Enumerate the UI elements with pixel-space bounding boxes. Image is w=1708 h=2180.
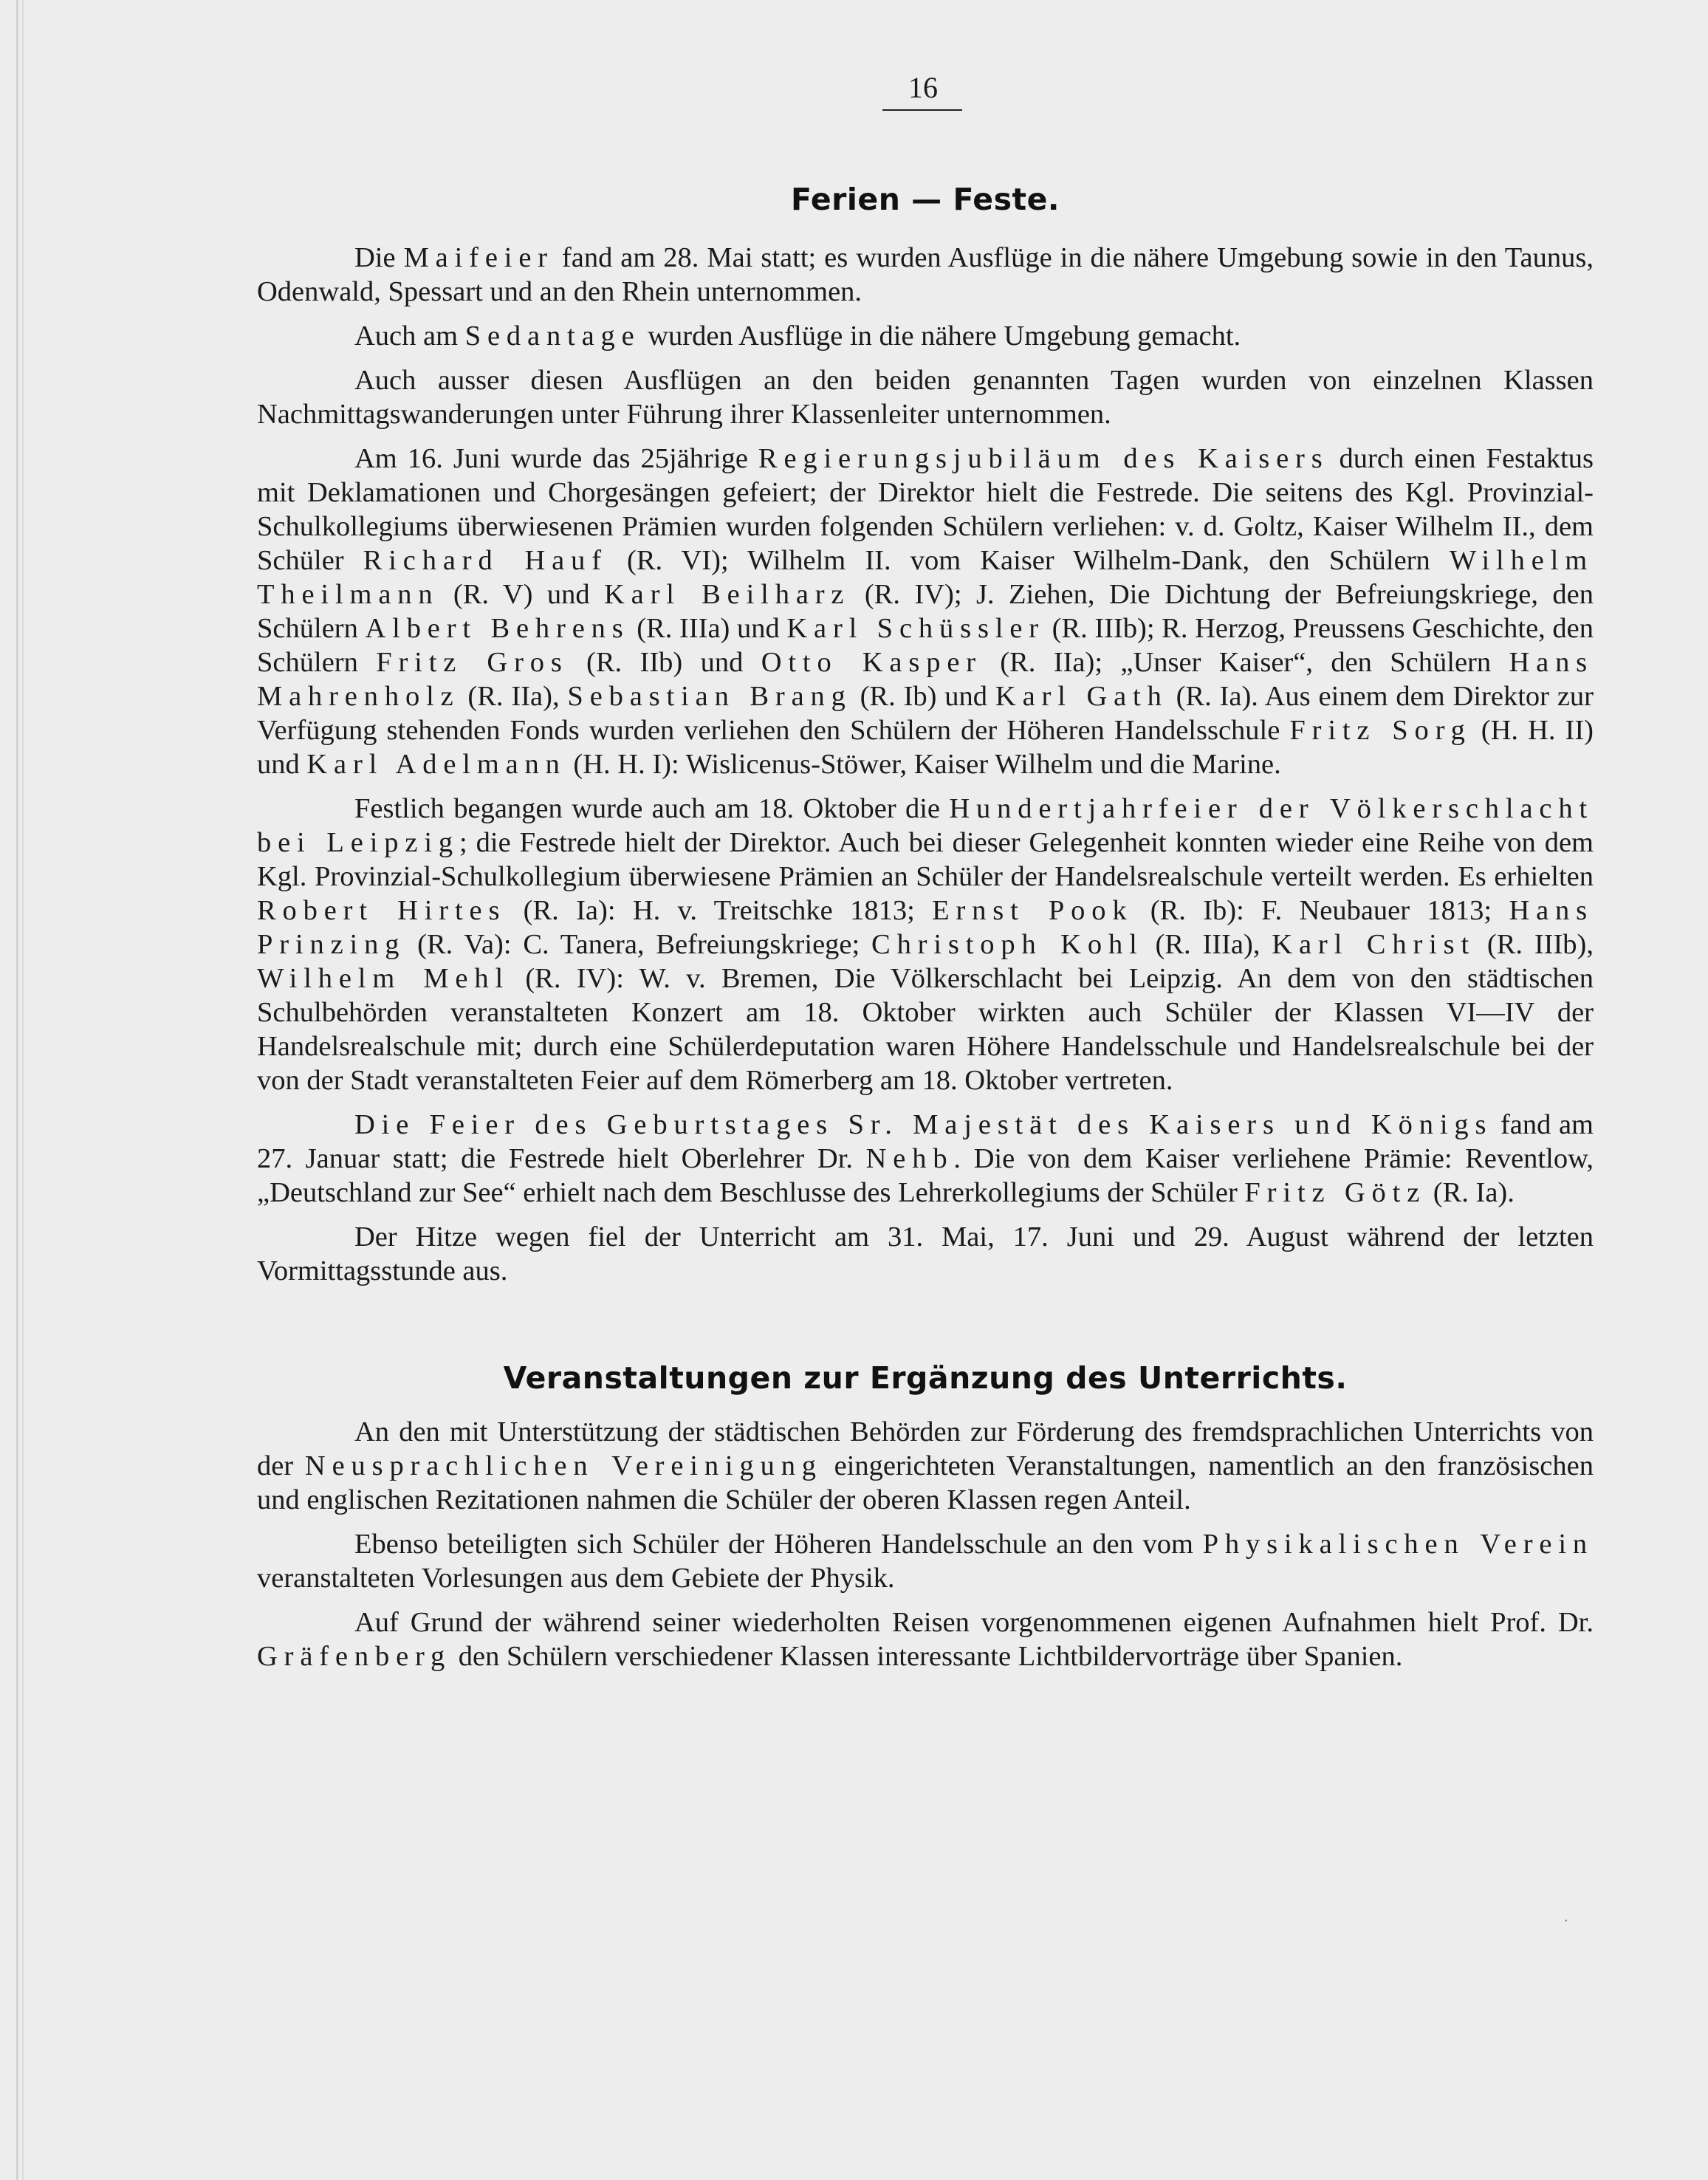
paragraph-physikalischer-verein bbox=[257, 1527, 1594, 1595]
text-run: An den mit Unterstützung der städtischen Behörden zur Förderung des fremdsprachlichen Unterrichts von der bbox=[257, 1416, 1594, 1481]
page-content bbox=[257, 177, 1594, 1684]
text-run: (H. H. II) und bbox=[257, 715, 1594, 780]
teacher-name: Gräfenberg bbox=[257, 1641, 452, 1672]
page-binding-edge bbox=[16, 0, 18, 2180]
paragraph-kaisergeburtstag bbox=[257, 1108, 1594, 1210]
text-run: (R. Ia). Aus einem dem Direktor zur Verfügung stehenden Fonds wurden verliehen den Schülern der Höheren Handelsschule bbox=[257, 681, 1594, 746]
text-run: (R. Ib) und bbox=[851, 681, 995, 712]
text-run: (R. Va): C. Tanera, Befreiungskriege; bbox=[405, 929, 872, 960]
student-name: Richard Hauf bbox=[363, 545, 608, 576]
text-run: (R. Ia): H. v. Treitschke 1813; bbox=[506, 895, 933, 926]
student-name: Karl Gath bbox=[995, 681, 1168, 712]
spaced-emphasis: Die Feier des Geburtstages Sr. Majestät des Kaisers und Königs bbox=[354, 1109, 1493, 1140]
text-run: Festlich begangen wurde auch am 18. Oktober die bbox=[354, 793, 950, 824]
text-run: (R. IV); J. Ziehen, Die Dichtung der Befreiungskriege, den Schülern bbox=[257, 579, 1594, 644]
text-run: fand am 28. Mai statt; es wurden Ausflüge in die nähere Umgebung sowie in den Taunus, Odenwald, Spessart und an den Rhein unternommen. bbox=[257, 242, 1594, 307]
student-name: Hans Prinzing bbox=[257, 895, 1594, 960]
spaced-emphasis: Maifeier bbox=[403, 242, 554, 273]
student-name: Wilhelm Mehl bbox=[257, 963, 510, 994]
text-run: . Die von dem Kaiser verliehene Prämie: Reventlow, „Deutschland zur See“ erhielt nach dem Beschlusse des Lehrerkollegiums der Schüler bbox=[257, 1143, 1594, 1208]
text-run: Ebenso beteiligten sich Schüler der Höheren Handelsschule an den vom bbox=[354, 1529, 1203, 1560]
text-run: Auch ausser diesen Ausflügen an den beiden genannten Tagen wurden von einzelnen Klassen Nachmittagswanderungen unter Führung ihrer Klassenleiter unternommen. bbox=[257, 365, 1594, 430]
text-run: (R. VI); Wilhelm II. vom Kaiser Wilhelm-Dank, den Schülern bbox=[607, 545, 1450, 576]
paragraph-wanderungen bbox=[257, 363, 1594, 431]
text-run: (R. V) und bbox=[439, 579, 605, 610]
section-heading: Veranstaltungen zur Ergänzung des Unterrichts. bbox=[503, 1360, 1348, 1396]
text-run: (R. IIIa), bbox=[1143, 929, 1272, 960]
student-name: Karl Schüssler bbox=[786, 613, 1045, 644]
text-run: Auf Grund der während seiner wiederholten Reisen vorgenommenen eigenen Aufnahmen hielt Prof. Dr. bbox=[354, 1607, 1594, 1638]
text-run: veranstalteten Vorlesungen aus dem Gebiete der Physik. bbox=[257, 1563, 895, 1594]
student-name: Otto Kasper bbox=[761, 647, 982, 678]
text-run: eingerichteten Veranstaltungen, namentlich an den französischen und englischen Rezitationen nahmen die Schüler der oberen Klassen regen Anteil. bbox=[257, 1450, 1594, 1515]
stray-ink-mark: · bbox=[1563, 1911, 1569, 1930]
text-run: fand am 27. Januar statt; die Festrede hielt Oberlehrer Dr. bbox=[257, 1109, 1594, 1174]
text-run: (R. IIb) und bbox=[568, 647, 761, 678]
text-run: (H. H. I): Wislicenus-Stöwer, Kaiser Wilhelm und die Marine. bbox=[566, 749, 1281, 780]
paragraph-hitzefrei bbox=[257, 1220, 1594, 1288]
text-run: (R. IIa); „Unser Kaiser“, den Schülern bbox=[981, 647, 1509, 678]
paragraph-maifeier bbox=[257, 241, 1594, 309]
student-name: Ernst Pook bbox=[932, 895, 1133, 926]
student-name: Fritz Sorg bbox=[1289, 715, 1472, 746]
text-run: Der Hitze wegen fiel der Unterricht am 31. Mai, 17. Juni und 29. August während der letzten Vormittagsstunde aus. bbox=[257, 1221, 1594, 1286]
student-name: Karl Beilharz bbox=[604, 579, 851, 610]
paragraph-sedantag bbox=[257, 319, 1594, 353]
section-ferien-feste bbox=[257, 177, 1594, 1288]
student-name: Albert Behrens bbox=[365, 613, 630, 644]
text-run: Die bbox=[354, 242, 404, 273]
section-veranstaltungen bbox=[257, 1356, 1594, 1673]
student-name: Karl Christ bbox=[1272, 929, 1476, 960]
page-number-underline bbox=[882, 109, 962, 111]
text-run: (R. IIIb); R. Herzog, Preussens Geschichte, den Schülern bbox=[257, 613, 1594, 678]
paragraph-regierungsjubilaeum bbox=[257, 442, 1594, 781]
student-name: Karl Adelmann bbox=[306, 749, 566, 780]
text-run: (R. IV): W. v. Bremen, Die Völkerschlacht bei Leipzig. An dem von den städtischen Schulbehörden veranstalteten Konzert am 18. Oktober wirkten auch Schüler der Klassen VI—IV der Handelsrealschule mit; durch eine Schülerdeputation waren Höhere Handelsschule und Handelsrealschule bei der von der Stadt veranstalteten Feier auf dem Römerberg am 18. Oktober vertreten. bbox=[257, 963, 1594, 1096]
text-run: wurden Ausflüge in die nähere Umgebung gemacht. bbox=[640, 321, 1241, 352]
section-heading: Ferien — Feste. bbox=[790, 182, 1060, 217]
student-name: Hans Mahrenholz bbox=[257, 647, 1594, 712]
text-run: (R. IIIb), bbox=[1475, 929, 1594, 960]
paragraph-lichtbildervortraege bbox=[257, 1605, 1594, 1673]
text-run: den Schülern verschiedener Klassen interessante Lichtbildervorträge über Spanien. bbox=[451, 1641, 1403, 1672]
page-binding-edge-inner bbox=[22, 0, 24, 2180]
text-run: (R. Ia). bbox=[1426, 1177, 1515, 1208]
paragraph-hundertjahrfeier bbox=[257, 792, 1594, 1097]
student-name: Robert Hirtes bbox=[257, 895, 507, 926]
spaced-emphasis: Hundertjahrfeier der Völkerschlacht bei Leipzig bbox=[257, 793, 1594, 858]
page-number: 16 bbox=[908, 71, 938, 104]
text-run: (R. Ib): F. Neubauer 1813; bbox=[1133, 895, 1509, 926]
text-run: durch einen Festaktus mit Deklamationen und Chorgesängen gefeiert; der Direktor hielt die Festrede. Die seitens des Kgl. Provinzial-Schulkollegiums überwiesenen Prämien wurden folgenden Schülern verliehen: v. d. Goltz, Kaiser Wilhelm II., dem Schüler bbox=[257, 443, 1594, 576]
text-run: (R. IIa), bbox=[459, 681, 568, 712]
student-name: Christoph Kohl bbox=[871, 929, 1144, 960]
student-name: Sebastian Brang bbox=[567, 681, 852, 712]
text-run: Auch am bbox=[354, 321, 465, 352]
spaced-emphasis: Sedantage bbox=[464, 321, 641, 352]
student-name: Wilhelm Theilmann bbox=[257, 545, 1594, 610]
student-name: Fritz Gros bbox=[376, 647, 569, 678]
text-run: Am 16. Juni wurde das 25jährige bbox=[354, 443, 758, 474]
spaced-emphasis: Neusprachlichen Vereinigung bbox=[304, 1450, 823, 1481]
text-run: ; die Festrede hielt der Direktor. Auch bei dieser Gelegenheit konnten wieder eine Reihe von dem Kgl. Provinzial-Schulkollegium überwiesene Prämien an Schüler der Handelsrealschule verteilt werden. Es erhielten bbox=[257, 827, 1594, 892]
spaced-emphasis: Regierungsjubiläum des Kaisers bbox=[758, 443, 1329, 474]
paragraph-neusprachliche-vereinigung bbox=[257, 1415, 1594, 1517]
spaced-emphasis: Physikalischen Verein bbox=[1202, 1529, 1594, 1560]
text-run: (R. IIIa) und bbox=[629, 613, 787, 644]
student-name: Fritz Götz bbox=[1244, 1177, 1427, 1208]
teacher-name: Nehb bbox=[865, 1143, 954, 1174]
